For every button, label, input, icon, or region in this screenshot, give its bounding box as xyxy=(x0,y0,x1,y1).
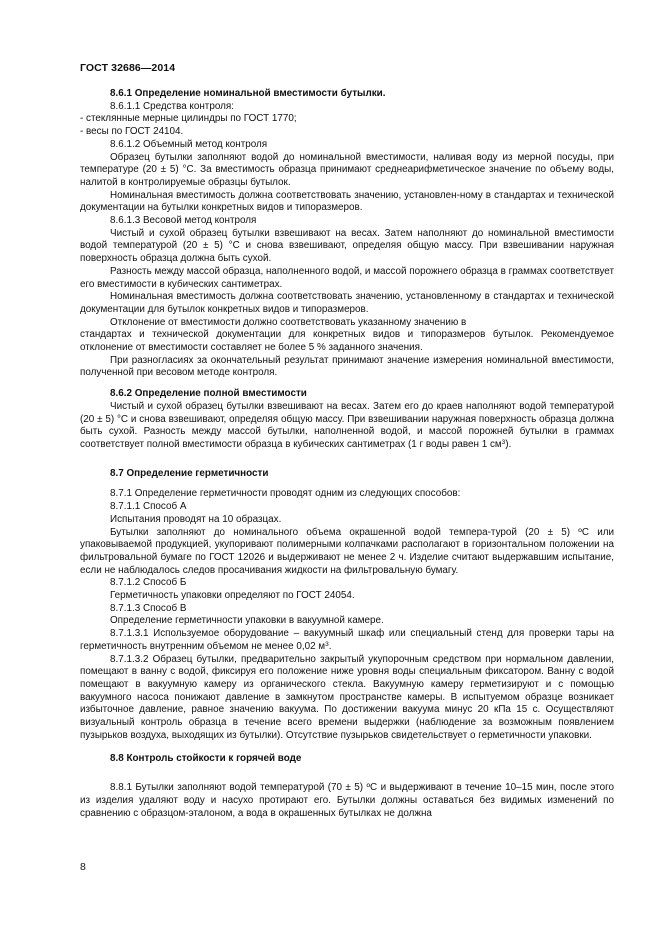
paragraph: Образец бутылки заполняют водой до номинальной вместимости, наливая воду из мерной посуды, при температуре (20 ± 5) °С. За вместимость образца принимают среднеарифметическое значение по объему воды, налитой в контролируемые образцы бутылок. xyxy=(80,151,614,188)
clause-8-8-1: 8.8.1 Бутылки заполняют водой температурой (70 ± 5) ºС и выдерживают в течение 10–15 мин, после этого из изделия удаляют воду и насухо протирают его. Бутылки должны оставаться без видимых изменений по сравнению с образцом-эталоном, а вода в окрашенных бутылках не должна xyxy=(80,782,614,819)
clause-8-7-1: 8.7.1 Определение герметичности проводят одним из следующих способов: xyxy=(110,488,461,500)
text-run: ). xyxy=(505,438,512,450)
paragraph: Бутылки заполняют до номинального объема окрашенной водой темпера-турой (20 ± 5) ºС или упаковываемой продукцией, укупоривают полимерными колпачками располагают в горизонтальном положении на фильтровальной бумаге по ГОСТ 12026 и выдерживают не менее 2 ч. Изделие считают выдержавшим испытание, если не наблюдалось следов просачивания жидкости на фильтровальную бумагу. xyxy=(80,526,614,576)
paragraph: Чистый и сухой образец бутылки взвешивают на весах. Затем наполняют до номинальной вместимости водой температурой (20 ± 5) °С и снова взвешивают, определяя общую массу. При взвешивании наружная поверхность образца должна быть сухой. xyxy=(80,227,614,265)
clause-8-7-1-3: 8.7.1.3 Способ В xyxy=(110,602,187,614)
list-item: - стеклянные мерные цилиндры по ГОСТ 1770; xyxy=(80,113,297,125)
paragraph: При разногласиях за окончательный результат принимают значение измерения номинальной вместимости, полученной при весовом методе контроля. xyxy=(80,354,614,379)
document-body xyxy=(80,88,614,820)
text-run: 8.7.1.3.1 Используемое оборудование – вакуумный шкаф или специальный стенд для проверки тары на герметичность внутренним объемом не менее 0,02 м xyxy=(80,628,614,652)
section-heading-8-6-2: 8.6.2 Определение полной вместимости xyxy=(110,388,307,400)
paragraph: стандартах и технической документации для конкретных видов и типоразмеров бутылок. Рекомендуемое отклонение от вместимости составляет не более 5 % заданного значения. xyxy=(80,329,614,354)
clause-8-7-1-3-2: 8.7.1.3.2 Образец бутылки, предварительно закрытый укупорочным средством при нормальном давлении, помещают в ванну с водой, фиксируя его положение ниже уровня воды специальным фиксатором. Ванну с водой помещают в вакуумную камеру из органического стекла. Вакуумную камеру герметизируют и с помощью вакуумного насоса понижают давление в замкнутом пространстве камеры. В испытуемом образце возникает избыточное давление, равное значению вакуума. По достижении вакуума минус 20 кПа 15 с. Осуществляют визуальный контроль образца в течение всего времени выдержки (наблюдение за возможным появлением пузырьков воздуха, выходящих из бутылки). Отсутствие пузырьков свидетельствует о герметичности упаковки. xyxy=(80,653,614,741)
paragraph: Испытания проводят на 10 образцах. xyxy=(110,513,282,525)
section-heading-8-7: 8.7 Определение герметичности xyxy=(110,467,269,479)
section-heading-8-6-1: 8.6.1 Определение номинальной вместимости бутылки. xyxy=(110,88,386,99)
section-heading-8-8: 8.8 Контроль стойкости к горячей воде xyxy=(110,753,302,765)
clause-8-7-1-1: 8.7.1.1 Способ А xyxy=(110,501,187,513)
paragraph: Номинальная вместимость должна соответствовать значению, установленному в стандартах и технической документации для бутылок конкретных видов и типоразмеров. xyxy=(80,291,614,315)
paragraph: Разность между массой образца, наполненного водой, и массой порожнего образца в граммах соответствует его вместимости в кубических сантиметрах. xyxy=(80,265,614,290)
clause-8-7-1-2: 8.7.1.2 Способ Б xyxy=(110,577,187,589)
paragraph: Определение герметичности упаковки в вакуумной камере. xyxy=(110,615,384,627)
text-run: . xyxy=(328,640,332,652)
document-header: ГОСТ 32686—2014 xyxy=(80,62,176,74)
paragraph: Герметичность упаковки определяют по ГОСТ 24054. xyxy=(110,590,355,602)
paragraph xyxy=(80,401,614,452)
clause-8-6-1-2: 8.6.1.2 Объемный метод контроля xyxy=(110,138,268,150)
clause-8-6-1-1: 8.6.1.1 Средства контроля: xyxy=(110,100,234,112)
text-run: Чистый и сухой образец бутылки взвешивают на весах. Затем его до краев наполняют водой температурой (20 ± 5) °С и снова взвешивают, определяя общую массу. При взвешивании наружная поверхность образца должна быть сухой. Разность между массой бутылки, наполненной водой, и массой порожней бутылки в граммах соответствует полной вместимости образца в кубических сантиметрах (1 г воды равен 1 см xyxy=(80,400,614,450)
superscript: 3 xyxy=(501,438,506,446)
paragraph: Отклонение от вместимости должно соответствовать указанному значению в xyxy=(110,316,467,328)
paragraph: Номинальная вместимость должна соответствовать значению, установлен-ному в стандартах и технической документации на бутылки конкретных видов и типоразмеров. xyxy=(80,189,614,214)
clause-8-7-1-3-1 xyxy=(80,628,614,653)
page-number: 8 xyxy=(80,861,86,873)
clause-8-6-1-3: 8.6.1.3 Весовой метод контроля xyxy=(110,215,257,227)
list-item: - весы по ГОСТ 24104. xyxy=(80,126,184,138)
superscript: 3 xyxy=(325,640,329,648)
